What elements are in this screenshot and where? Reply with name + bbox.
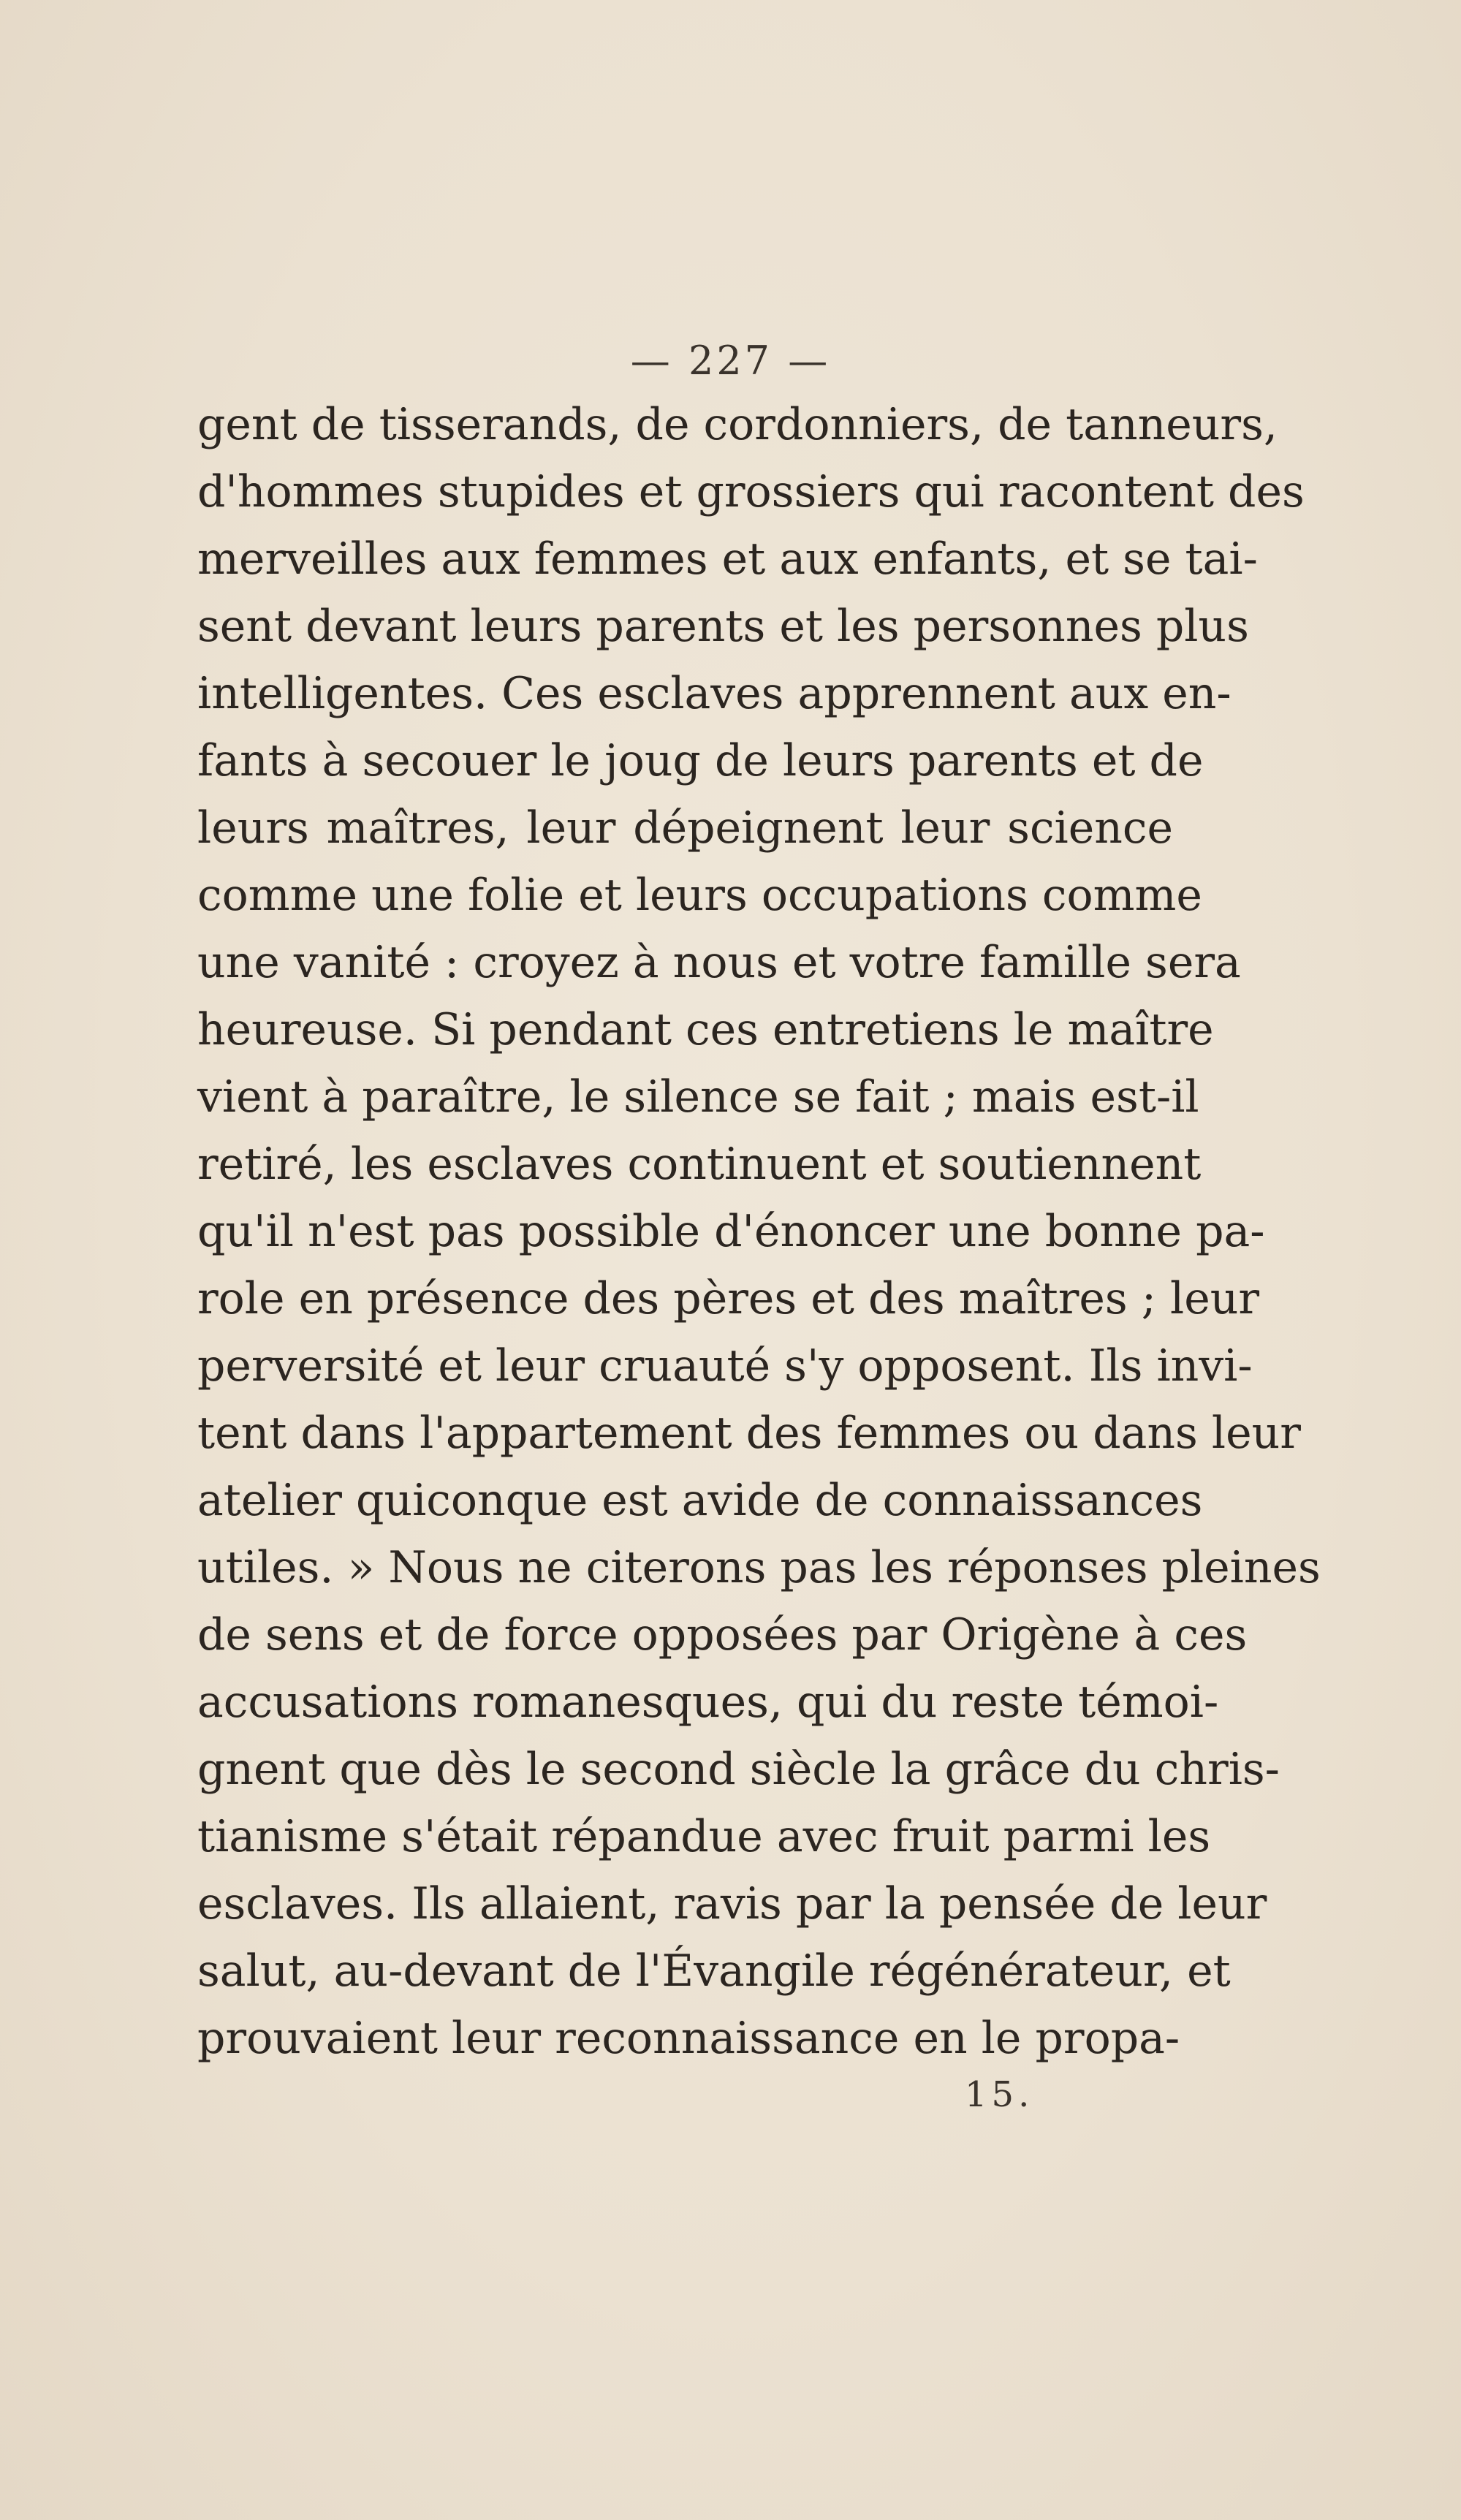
text-line: accusations romanesques, qui du reste témoi- [197, 1677, 1219, 1728]
text-line: prouvaient leur reconnaissance en le propa- [197, 2013, 1180, 2064]
text-line: heureuse. Si pendant ces entretiens le maître [197, 1004, 1214, 1055]
text-line: gent de tisserands, de cordonniers, de tanneurs, [197, 399, 1278, 450]
text-line: vient à paraître, le silence se fait ; mais est-il [197, 1071, 1199, 1123]
text-line: leurs maîtres, leur dépeignent leur science [197, 802, 1173, 854]
text-line: esclaves. Ils allaient, ravis par la pensée de leur [197, 1878, 1267, 1929]
text-line: intelligentes. Ces esclaves apprennent aux en- [197, 668, 1232, 719]
text-line: tianisme s'était répandue avec fruit parmi les [197, 1811, 1211, 1862]
text-line: utiles. » Nous ne citerons pas les réponses pleines [197, 1542, 1321, 1593]
text-line: perversité et leur cruauté s'y opposent. Ils invi- [197, 1340, 1253, 1392]
text-line: fants à secouer le joug de leurs parents et de [197, 735, 1204, 786]
text-line: retiré, les esclaves continuent et soutiennent [197, 1139, 1202, 1190]
text-line: tent dans l'appartement des femmes ou dans leur [197, 1408, 1301, 1459]
text-line: qu'il n'est pas possible d'énoncer une bonne pa- [197, 1206, 1265, 1257]
text-line: d'hommes stupides et grossiers qui racontent des [197, 466, 1305, 517]
text-line: atelier quiconque est avide de connaissances [197, 1475, 1203, 1526]
text-line: une vanité : croyez à nous et votre famille sera [197, 937, 1241, 988]
text-line: de sens et de force opposées par Origène à ces [197, 1609, 1248, 1661]
text-line: merveilles aux femmes et aux enfants, et se tai- [197, 534, 1258, 585]
text-line: sent devant leurs parents et les personnes plus [197, 601, 1249, 652]
body-text [197, 391, 1321, 2072]
text-line: gnent que dès le second siècle la grâce du chris- [197, 1744, 1280, 1795]
text-line: role en présence des pères et des maîtres ; leur [197, 1273, 1260, 1324]
signature-mark: 15. [965, 2074, 1034, 2115]
text-line: salut, au-devant de l'Évangile régénérateur, et [197, 1946, 1231, 1997]
text-line: comme une folie et leurs occupations comme [197, 870, 1202, 921]
page-number: — 227 — [630, 338, 831, 384]
